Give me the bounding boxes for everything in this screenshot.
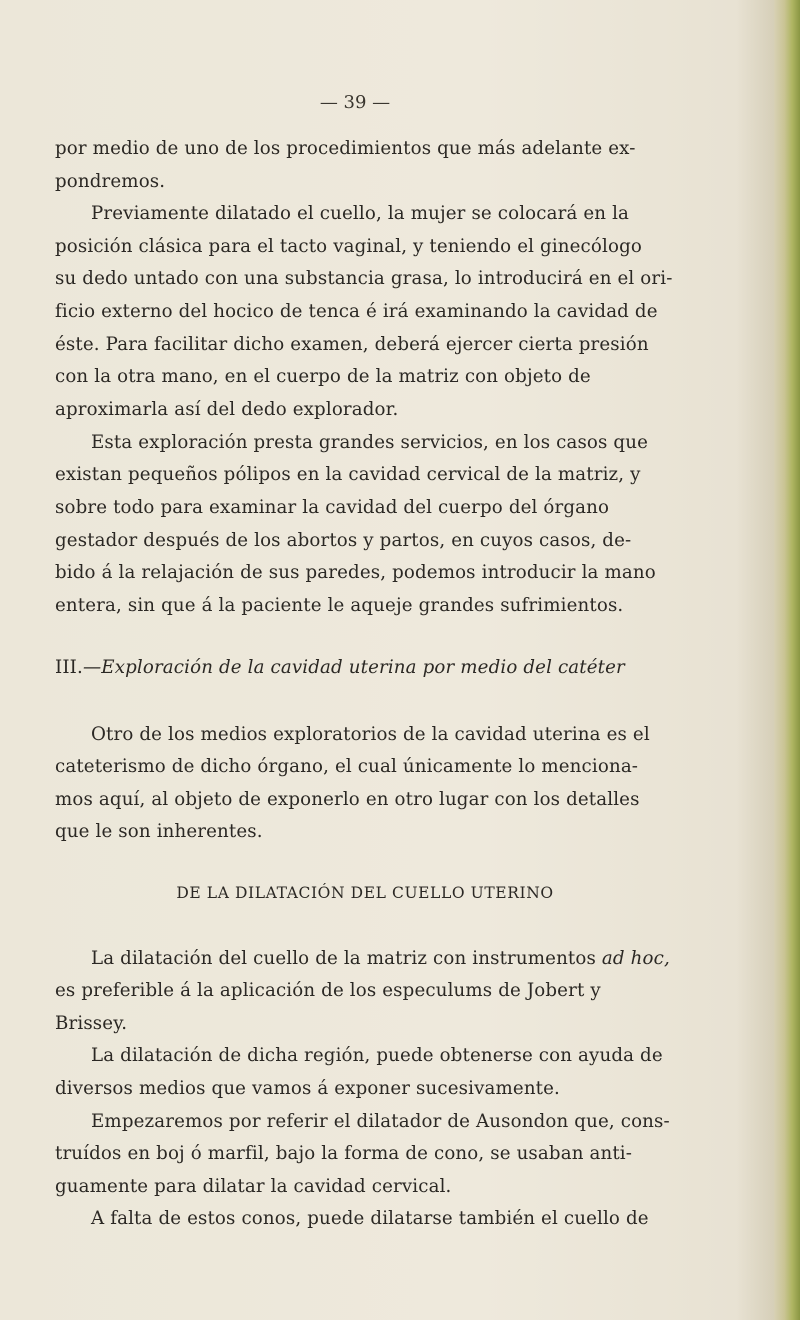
- page-number: — 39 —: [319, 92, 391, 113]
- text-line: su dedo untado con una substancia grasa, lo introducirá en el ori-: [55, 268, 673, 289]
- text-line: truídos en boj ó marfil, bajo la forma de cono, se usaban anti-: [55, 1143, 633, 1164]
- text-line: aproximarla así del dedo explorador.: [55, 399, 399, 420]
- text-line: sobre todo para examinar la cavidad del cuerpo del órgano: [55, 497, 610, 518]
- text-line: cateterismo de dicho órgano, el cual únicamente lo menciona-: [55, 756, 639, 777]
- section-number: III.: [55, 657, 83, 678]
- text-line: guamente para dilatar la cavidad cervical.: [55, 1176, 452, 1197]
- italic-run: ad hoc,: [601, 948, 670, 969]
- text-line: con la otra mano, en el cuerpo de la matriz con objeto de: [55, 366, 591, 387]
- text-line: A falta de estos conos, puede dilatarse también el cuello de: [91, 1208, 649, 1229]
- text-line: gestador después de los abortos y partos, en cuyos casos, de-: [55, 530, 632, 551]
- page-edge-stain: [774, 0, 800, 1320]
- text-line: éste. Para facilitar dicho examen, deberá ejercer cierta presión: [55, 334, 649, 355]
- text-line: ficio externo del hocico de tenca é irá examinando la cavidad de: [55, 301, 658, 322]
- text-line: Otro de los medios exploratorios de la cavidad uterina es el: [91, 724, 650, 745]
- section-heading-iii: [55, 657, 625, 679]
- text-line: por medio de uno de los procedimientos que más adelante ex-: [55, 138, 636, 159]
- section-title: —Exploración de la cavidad uterina por medio del catéter: [82, 657, 625, 678]
- text-line: posición clásica para el tacto vaginal, y teniendo el ginecólogo: [55, 236, 642, 257]
- text-line: pondremos.: [55, 171, 166, 192]
- text-line: que le son inherentes.: [55, 821, 263, 842]
- text-line: Previamente dilatado el cuello, la mujer se colocará en la: [91, 203, 630, 224]
- section-heading-dilatacion: DE LA DILATACIÓN DEL CUELLO UTERINO: [176, 884, 554, 902]
- text-line: Esta exploración presta grandes servicios, en los casos que: [91, 432, 649, 453]
- text-line: mos aquí, al objeto de exponerlo en otro lugar con los detalles: [55, 789, 640, 810]
- text-line: existan pequeños pólipos en la cavidad cervical de la matriz, y: [55, 464, 641, 485]
- text-line: La dilatación de dicha región, puede obtenerse con ayuda de: [91, 1045, 663, 1066]
- text-line: Empezaremos por referir el dilatador de Ausondon que, cons-: [91, 1111, 670, 1132]
- text-line: Brissey.: [55, 1013, 128, 1034]
- text-run: La dilatación del cuello de la matriz con instrumentos: [91, 948, 602, 969]
- text-line: [91, 948, 670, 970]
- text-line: diversos medios que vamos á exponer sucesivamente.: [55, 1078, 560, 1099]
- text-line: bido á la relajación de sus paredes, podemos introducir la mano: [55, 562, 656, 583]
- text-line: entera, sin que á la paciente le aqueje grandes sufrimientos.: [55, 595, 624, 616]
- text-line: es preferible á la aplicación de los especulums de Jobert y: [55, 980, 601, 1001]
